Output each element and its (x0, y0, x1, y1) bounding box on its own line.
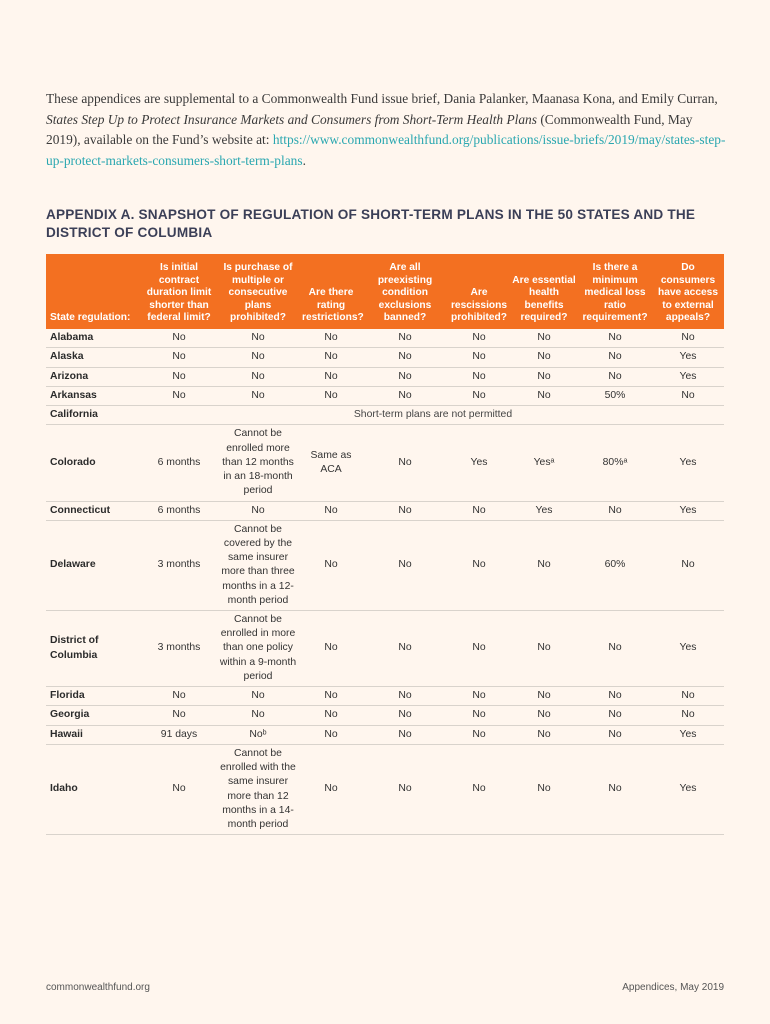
table-cell: No (510, 706, 578, 725)
table-row (46, 406, 724, 425)
table-cell: No (362, 706, 448, 725)
table-cell: No (142, 386, 216, 405)
table-cell: No (578, 348, 652, 367)
table-row (46, 348, 724, 367)
table-cell: No (510, 725, 578, 744)
table-cell: No (448, 329, 510, 348)
table-cell: No (362, 348, 448, 367)
appendix-heading: APPENDIX A. SNAPSHOT OF REGULATION OF SHORT-TERM PLANS IN THE 50 STATES AND THE DISTRICT OF COLUMBIA (46, 207, 696, 240)
table-cell: Cannot be enrolled with the same insurer more than 12 months in a 14-month period (216, 744, 300, 834)
column-header: State regulation: (46, 254, 142, 329)
table-cell: No (578, 744, 652, 834)
table-cell: No (300, 367, 362, 386)
table-cell: No (362, 329, 448, 348)
table-cell: No (300, 501, 362, 520)
table-row (46, 425, 724, 501)
table-cell: No (448, 501, 510, 520)
column-header: Is there a minimum medical loss ratio requirement? (578, 254, 652, 329)
state-name: Alabama (46, 329, 142, 348)
intro-end: . (302, 152, 306, 168)
table-cell: No (362, 687, 448, 706)
state-name: District of Columbia (46, 611, 142, 687)
table-cell: No (510, 329, 578, 348)
merged-note: Short-term plans are not permitted (142, 406, 724, 425)
table-row (46, 725, 724, 744)
state-name: Florida (46, 687, 142, 706)
table-cell: No (362, 611, 448, 687)
table-cell: Yes (652, 348, 724, 367)
table-cell: No (510, 744, 578, 834)
intro-text-2: (Commonwealth Fund, May 2019), available on the Fund’s website at: (46, 111, 693, 147)
table-cell: No (142, 706, 216, 725)
table-cell: No (362, 367, 448, 386)
table-cell: 3 months (142, 611, 216, 687)
table-header-row (46, 254, 724, 329)
table-cell: No (578, 706, 652, 725)
table-cell: No (448, 744, 510, 834)
table-cell: No (578, 329, 652, 348)
table-cell: No (142, 687, 216, 706)
table-cell: No (362, 520, 448, 610)
table-cell: No (448, 725, 510, 744)
table-cell: No (510, 520, 578, 610)
table-cell: No (142, 348, 216, 367)
table-cell: No (362, 425, 448, 501)
table-cell: No (300, 744, 362, 834)
table-cell: No (448, 367, 510, 386)
table-cell: No (300, 348, 362, 367)
footer-date: Appendices, May 2019 (622, 982, 724, 993)
table-row (46, 744, 724, 834)
table-cell: No (216, 386, 300, 405)
intro-text: These appendices are supplemental to a Commonwealth Fund issue brief, Dania Palanker, Maanasa Kona, and Emily Curran, (46, 91, 718, 106)
table-cell: 6 months (142, 425, 216, 501)
table-cell: No (362, 501, 448, 520)
column-header: Are essential health benefits required? (510, 254, 578, 329)
column-header: Are all preexisting condition exclusions banned? (362, 254, 448, 329)
table-cell: No (216, 348, 300, 367)
column-header: Is initial contract duration limit shorter than federal limit? (142, 254, 216, 329)
table-row (46, 329, 724, 348)
table-cell: No (300, 611, 362, 687)
table-cell: Same as ACA (300, 425, 362, 501)
table-row (46, 520, 724, 610)
table-cell: 50% (578, 386, 652, 405)
state-name: Delaware (46, 520, 142, 610)
table-cell: Cannot be covered by the same insurer more than three months in a 12-month period (216, 520, 300, 610)
intro-paragraph (46, 89, 726, 171)
state-name: Arizona (46, 367, 142, 386)
table-cell: Yes (652, 501, 724, 520)
column-header: Do consumers have access to external appeals? (652, 254, 724, 329)
table-cell: No (448, 611, 510, 687)
table-cell: Yes (448, 425, 510, 501)
table-cell: No (300, 725, 362, 744)
table-cell: No (510, 348, 578, 367)
table-cell: No (142, 329, 216, 348)
table-cell: Yesᵃ (510, 425, 578, 501)
table-cell: No (300, 520, 362, 610)
table-cell: No (362, 725, 448, 744)
table-cell: 6 months (142, 501, 216, 520)
table-cell: No (142, 744, 216, 834)
table-cell: No (300, 386, 362, 405)
state-name: Alaska (46, 348, 142, 367)
table-cell: Cannot be enrolled more than 12 months in an 18-month period (216, 425, 300, 501)
regulation-table (46, 254, 724, 835)
table-cell: No (652, 329, 724, 348)
table-cell: No (448, 520, 510, 610)
table-row (46, 706, 724, 725)
table-cell: No (578, 725, 652, 744)
state-name: Idaho (46, 744, 142, 834)
table-cell: No (142, 367, 216, 386)
table-cell: No (216, 329, 300, 348)
table-cell: No (510, 611, 578, 687)
column-header: Are rescissions prohibited? (448, 254, 510, 329)
table-cell: No (578, 367, 652, 386)
table-cell: Yes (652, 367, 724, 386)
table-row (46, 611, 724, 687)
table-cell: 60% (578, 520, 652, 610)
brief-link[interactable]: https://www.commonwealthfund.org/publications/issue-briefs/2019/may/states-step-up-protect-markets-consumers-short-term-plans (46, 132, 726, 168)
table-cell: Yes (652, 744, 724, 834)
column-header: Are there rating restrictions? (300, 254, 362, 329)
table-cell: No (216, 501, 300, 520)
table-cell: No (652, 386, 724, 405)
table-cell: No (578, 611, 652, 687)
table-cell: Noᵇ (216, 725, 300, 744)
table-cell: No (510, 367, 578, 386)
state-name: Colorado (46, 425, 142, 501)
state-name: Georgia (46, 706, 142, 725)
table-cell: Yes (510, 501, 578, 520)
state-name: Hawaii (46, 725, 142, 744)
table-cell: No (216, 687, 300, 706)
state-name: Arkansas (46, 386, 142, 405)
table-cell: 3 months (142, 520, 216, 610)
table-row (46, 687, 724, 706)
table-cell: No (300, 687, 362, 706)
table-cell: No (652, 520, 724, 610)
table-cell: No (448, 706, 510, 725)
table-cell: No (652, 687, 724, 706)
table-cell: No (362, 744, 448, 834)
table-cell: 91 days (142, 725, 216, 744)
table-cell: No (300, 329, 362, 348)
footer-website: commonwealthfund.org (46, 982, 150, 993)
state-name: California (46, 406, 142, 425)
table-cell: No (448, 348, 510, 367)
table-row (46, 501, 724, 520)
column-header: Is purchase of multiple or consecutive plans prohibited? (216, 254, 300, 329)
table-cell: Yes (652, 425, 724, 501)
table-cell: No (510, 386, 578, 405)
table-row (46, 386, 724, 405)
table-cell: No (300, 706, 362, 725)
brief-title: States Step Up to Protect Insurance Markets and Consumers from Short-Term Health Plans (46, 111, 537, 127)
table-cell: Yes (652, 725, 724, 744)
table-cell: Yes (652, 611, 724, 687)
table-cell: No (652, 706, 724, 725)
table-cell: No (448, 687, 510, 706)
table-cell: No (216, 706, 300, 725)
table-cell: No (578, 501, 652, 520)
table-cell: Cannot be enrolled in more than one policy within a 9-month period (216, 611, 300, 687)
table-cell: No (510, 687, 578, 706)
state-name: Connecticut (46, 501, 142, 520)
table-cell: No (578, 687, 652, 706)
table-cell: No (216, 367, 300, 386)
table-body (46, 329, 724, 835)
table-cell: No (448, 386, 510, 405)
table-cell: 80%ᵃ (578, 425, 652, 501)
table-row (46, 367, 724, 386)
table-cell: No (362, 386, 448, 405)
